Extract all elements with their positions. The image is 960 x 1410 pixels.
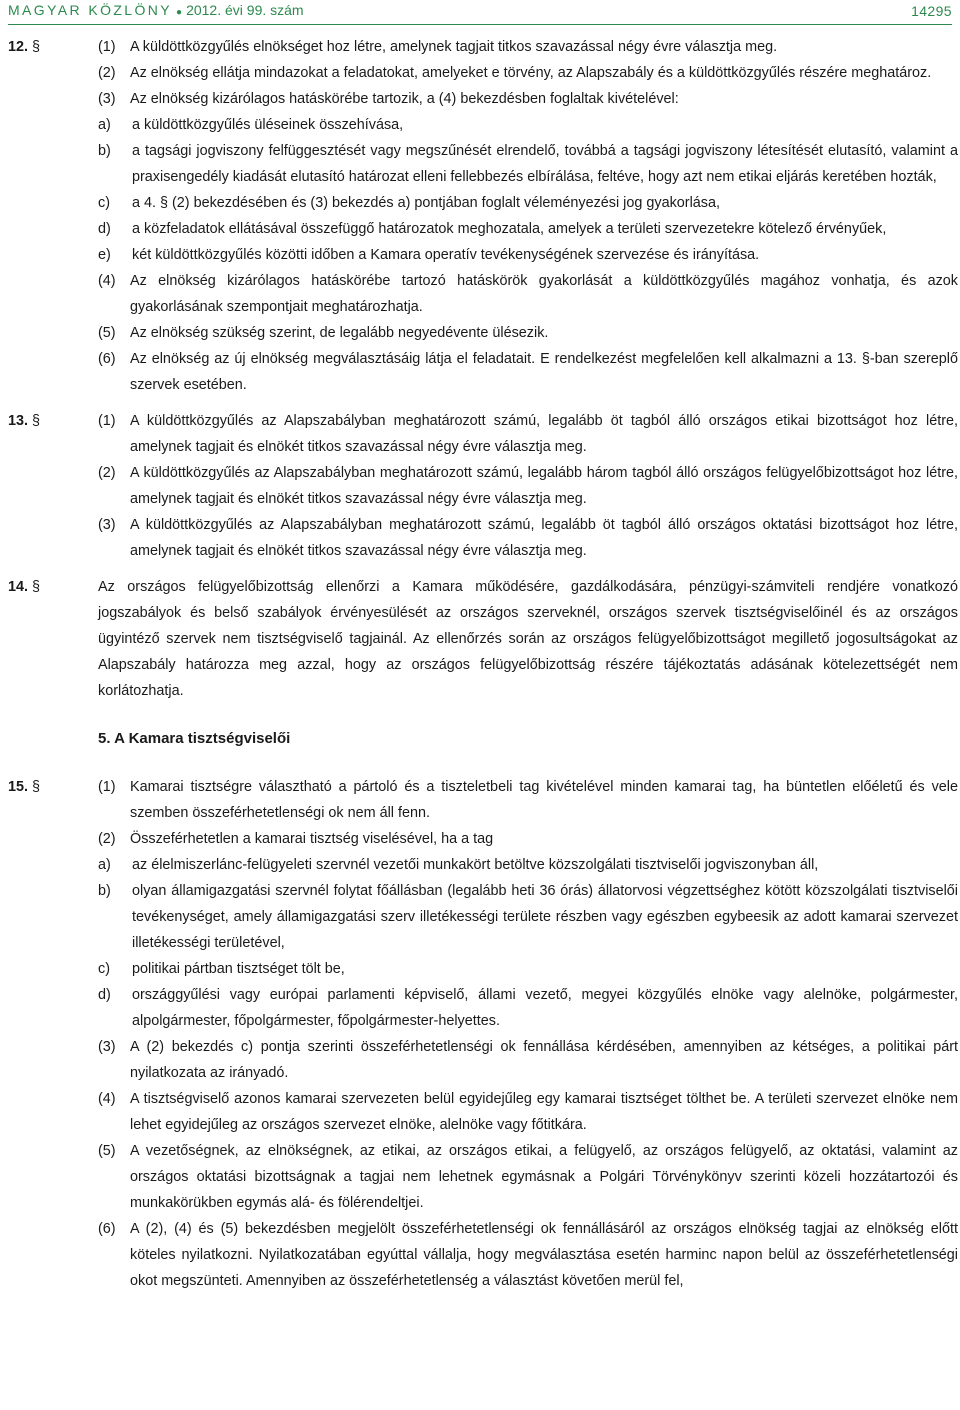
indent [8, 138, 32, 190]
header-bullet: ● [176, 6, 183, 18]
paragraph-text: Az elnökség szükség szerint, de legalább negyedévente ülésezik. [130, 325, 549, 341]
indent [32, 878, 98, 956]
paragraph-text: A (2), (4) és (5) bekezdésben megjelölt összeférhetetlenségi ok fennállásáról az országos elnökség tagjai az elnökség előtt köteles nyilatkozni. Nyilatkozatában egyúttal vállalja, hogy megválasztása esetén harminc napon belül az összeférhetetlenségi okot megszünteti. Amennyiben az összeférhetetlenség a választást követően merül fel, [130, 1221, 958, 1289]
point-row [8, 216, 958, 242]
section-sign [32, 86, 98, 112]
point-text: az élelmiszerlánc-felügyeleti szervnél vezetői munkakört betöltve közszolgálati tisztviselői jogviszonyban áll, [132, 857, 819, 873]
paragraph-row [8, 774, 958, 826]
paragraph-number: (5) [98, 325, 116, 341]
paragraph-number: (4) [98, 1091, 116, 1107]
page-number: 14295 [911, 3, 952, 19]
point-text: a tagsági jogviszony felfüggesztését vagy megszűnését elrendelő, továbbá a tagsági jogviszony létesítését elutasító, valamint a praxisengedély kiadását elutasító határozat elleni fellebbezés elbírálása, feltéve, hogy azt nem etikai eljárás keretében hozták, [132, 143, 958, 185]
paragraph-text: A küldöttközgyűlés az Alapszabályban meghatározott számú, legalább öt tagból álló országos oktatási bizottságot hoz létre, amelynek tagjait és elnökét titkos szavazással négy évre választja meg. [130, 517, 958, 559]
point-text: országgyűlési vagy európai parlamenti képviselő, állami vezető, megyei közgyűlés elnöke vagy alelnöke, polgármester, alpolgármester, főpolgármester, főpolgármester-helyettes. [132, 987, 958, 1029]
paragraph-number: (1) [98, 413, 116, 429]
paragraph-text: Az országos felügyelőbizottság ellenőrzi a Kamara működésére, gazdálkodására, pénzügyi-számviteli rendjére vonatkozó jogszabályok és belső szabályok érvényesülését az országos szerveknél, országos szervek tisztségviselőinél és az országos ügyintéző szervek nem tisztségviselő tagjainál. Az ellenőrzés során az országos felügyelőbizottságot megillető jogosultságokat az Alapszabály határozza meg azzal, hogy az országos felügyelőbizottság részére tájékoztatás adásának kötelezettségét nem korlátozhatja. [98, 579, 958, 699]
section-sign [32, 346, 98, 398]
paragraph-text: A küldöttközgyűlés az Alapszabályban meghatározott számú, legalább öt tagból álló országos etikai bizottságot hoz létre, amelynek tagjait és elnökét titkos szavazással négy évre választja meg. [130, 413, 958, 455]
point-label: b) [98, 143, 111, 159]
indent [8, 242, 32, 268]
indent [32, 852, 98, 878]
journal-title: MAGYAR KÖZLÖNY [8, 1, 173, 18]
point-text: a 4. § (2) bekezdésében és (3) bekezdés a) pontjában foglalt véleményezési jog gyakorlása, [132, 195, 720, 211]
paragraph-row [8, 1086, 958, 1138]
section-number [8, 268, 32, 320]
section-number [8, 60, 32, 86]
section-number [8, 512, 32, 564]
paragraph-text: A (2) bekezdés c) pontja szerinti összeférhetetlenségi ok fennállása kérdésében, amennyiben az kétséges, a politikai párt nyilatkozata az irányadó. [130, 1039, 958, 1081]
point-row [8, 982, 958, 1034]
section-number [8, 1086, 32, 1138]
section-number [8, 826, 32, 852]
section-sign [32, 1216, 98, 1294]
paragraph-row [8, 320, 958, 346]
indent [8, 112, 32, 138]
point-label: b) [98, 883, 111, 899]
section-sign: § [32, 779, 41, 795]
indent [32, 242, 98, 268]
paragraph-number: (3) [98, 91, 116, 107]
paragraph-text: Összeférhetetlen a kamarai tisztség viselésével, ha a tag [130, 831, 494, 847]
paragraph-number: (3) [98, 1039, 116, 1055]
indent [32, 138, 98, 190]
paragraph-text: Az elnökség ellátja mindazokat a feladatokat, amelyeket e törvény, az Alapszabály és a küldöttközgyűlés részére meghatároz. [130, 65, 932, 81]
point-text: a küldöttközgyűlés üléseinek összehívása, [132, 117, 404, 133]
issue-label: 2012. évi 99. szám [186, 1, 304, 18]
section-number [8, 1216, 32, 1294]
indent [8, 982, 32, 1034]
section-sign [32, 512, 98, 564]
page-header [8, 0, 952, 22]
indent [8, 878, 32, 956]
section-sign [32, 1138, 98, 1216]
paragraph-row [8, 826, 958, 852]
indent [32, 956, 98, 982]
point-text: a közfeladatok ellátásával összefüggő határozatok meghozatala, amelyek a területi szervezetekre kötelező érvényűek, [132, 221, 887, 237]
paragraph-text: A küldöttközgyűlés az Alapszabályban meghatározott számú, legalább három tagból álló országos felügyelőbizottságot hoz létre, amelynek tagjait és elnökét titkos szavazással négy évre választja meg. [130, 465, 958, 507]
chapter-title: 5. A Kamara tisztségviselői [98, 730, 291, 747]
paragraph-row [8, 512, 958, 564]
paragraph-number: (3) [98, 517, 116, 533]
section-sign: § [32, 39, 41, 55]
point-row [8, 242, 958, 268]
point-label: e) [98, 247, 111, 263]
point-row [8, 878, 958, 956]
section-sign [32, 1034, 98, 1086]
section-number [8, 320, 32, 346]
paragraph-row [8, 34, 958, 60]
section-number [8, 346, 32, 398]
paragraph-number: (6) [98, 351, 116, 367]
paragraph-row [8, 346, 958, 398]
point-label: d) [98, 221, 111, 237]
paragraph-row [8, 460, 958, 512]
point-label: c) [98, 195, 110, 211]
paragraph-number: (2) [98, 65, 116, 81]
indent [32, 982, 98, 1034]
point-label: a) [98, 857, 111, 873]
paragraph-row [8, 408, 958, 460]
section-number: 12. [8, 39, 29, 55]
paragraph-number: (6) [98, 1221, 116, 1237]
point-row [8, 138, 958, 190]
point-row [8, 112, 958, 138]
indent [8, 216, 32, 242]
point-label: d) [98, 987, 111, 1003]
point-label: a) [98, 117, 111, 133]
section-number [8, 460, 32, 512]
paragraph-number: (4) [98, 273, 116, 289]
section-sign [32, 60, 98, 86]
paragraph-text: A tisztségviselő azonos kamarai szervezeten belül egyidejűleg egy kamarai tisztséget tölthet be. A területi szervezet elnöke nem lehet egyidejűleg az országos szervezet elnöke, alelnöke vagy főtitkára. [130, 1091, 958, 1133]
paragraph-text: Az elnökség kizárólagos hatáskörébe tartozik, a (4) bekezdésben foglaltak kivételével: [130, 91, 679, 107]
indent [8, 852, 32, 878]
paragraph-row [8, 1138, 958, 1216]
section-sign: § [32, 413, 41, 429]
paragraph-number: (1) [98, 779, 116, 795]
point-text: két küldöttközgyűlés közötti időben a Kamara operatív tevékenységének szervezése és irányítása. [132, 247, 760, 263]
indent [32, 216, 98, 242]
paragraph-row [8, 574, 958, 704]
paragraph-number: (1) [98, 39, 116, 55]
point-label: c) [98, 961, 110, 977]
paragraph-row [8, 60, 958, 86]
section-sign [32, 1086, 98, 1138]
paragraph-number: (2) [98, 831, 116, 847]
point-text: politikai pártban tisztséget tölt be, [132, 961, 345, 977]
paragraph-text: A vezetőségnek, az elnökségnek, az etikai, az országos etikai, a felügyelő, az országos felügyelő, az oktatási, valamint az országos oktatási bizottságnak a tagjai nem lehetnek egymásnak a Polgári Törvénykönyv szerinti közeli hozzátartozói és munkakörükben egymás alá- és fölérendeltjei. [130, 1143, 958, 1211]
section-number: 15. [8, 779, 29, 795]
indent [32, 190, 98, 216]
section-number: 14. [8, 579, 29, 595]
paragraph-row [8, 1034, 958, 1086]
indent [8, 956, 32, 982]
paragraph-row [8, 1216, 958, 1294]
section-number [8, 86, 32, 112]
indent [32, 112, 98, 138]
paragraph-row [8, 268, 958, 320]
journal-header [8, 0, 304, 26]
section-sign [32, 460, 98, 512]
point-row [8, 190, 958, 216]
section-sign [32, 320, 98, 346]
paragraph-text: Kamarai tisztségre választható a pártoló és a tiszteletbeli tag kivételével minden kamarai tag, ha büntetlen előéletű és vele szemben összeférhetetlenségi ok nem áll fenn. [130, 779, 958, 821]
section-sign [32, 826, 98, 852]
section-number [8, 1138, 32, 1216]
indent [8, 190, 32, 216]
paragraph-row [8, 86, 958, 112]
paragraph-text: A küldöttközgyűlés elnökséget hoz létre, amelynek tagjait titkos szavazással négy évre választja meg. [130, 39, 778, 55]
point-text: olyan államigazgatási szervnél folytat főállásban (legalább heti 36 órás) állatorvosi végzettséghez kötött közszolgálati tisztviselői tevékenységet, amely államigazgatási szerv illetékességi területe részben vagy egészben egybeesik az adott kamarai szervezet illetékességi területével, [132, 883, 958, 951]
point-row [8, 956, 958, 982]
section-number [8, 1034, 32, 1086]
section-sign: § [32, 579, 41, 595]
document-body [8, 34, 958, 1294]
paragraph-number: (2) [98, 465, 116, 481]
point-row [8, 852, 958, 878]
section-sign [32, 268, 98, 320]
section-number: 13. [8, 413, 29, 429]
header-rule [8, 24, 952, 25]
paragraph-text: Az elnökség az új elnökség megválasztásáig látja el feladatait. E rendelkezést megfelelően kell alkalmazni a 13. §-ban szereplő szervek esetében. [130, 351, 958, 393]
paragraph-text: Az elnökség kizárólagos hatáskörébe tartozó hatáskörök gyakorlását a küldöttközgyűlés magához vonhatja, és azok gyakorlásának szempontjait meghatározhatja. [130, 273, 958, 315]
paragraph-number: (5) [98, 1143, 116, 1159]
